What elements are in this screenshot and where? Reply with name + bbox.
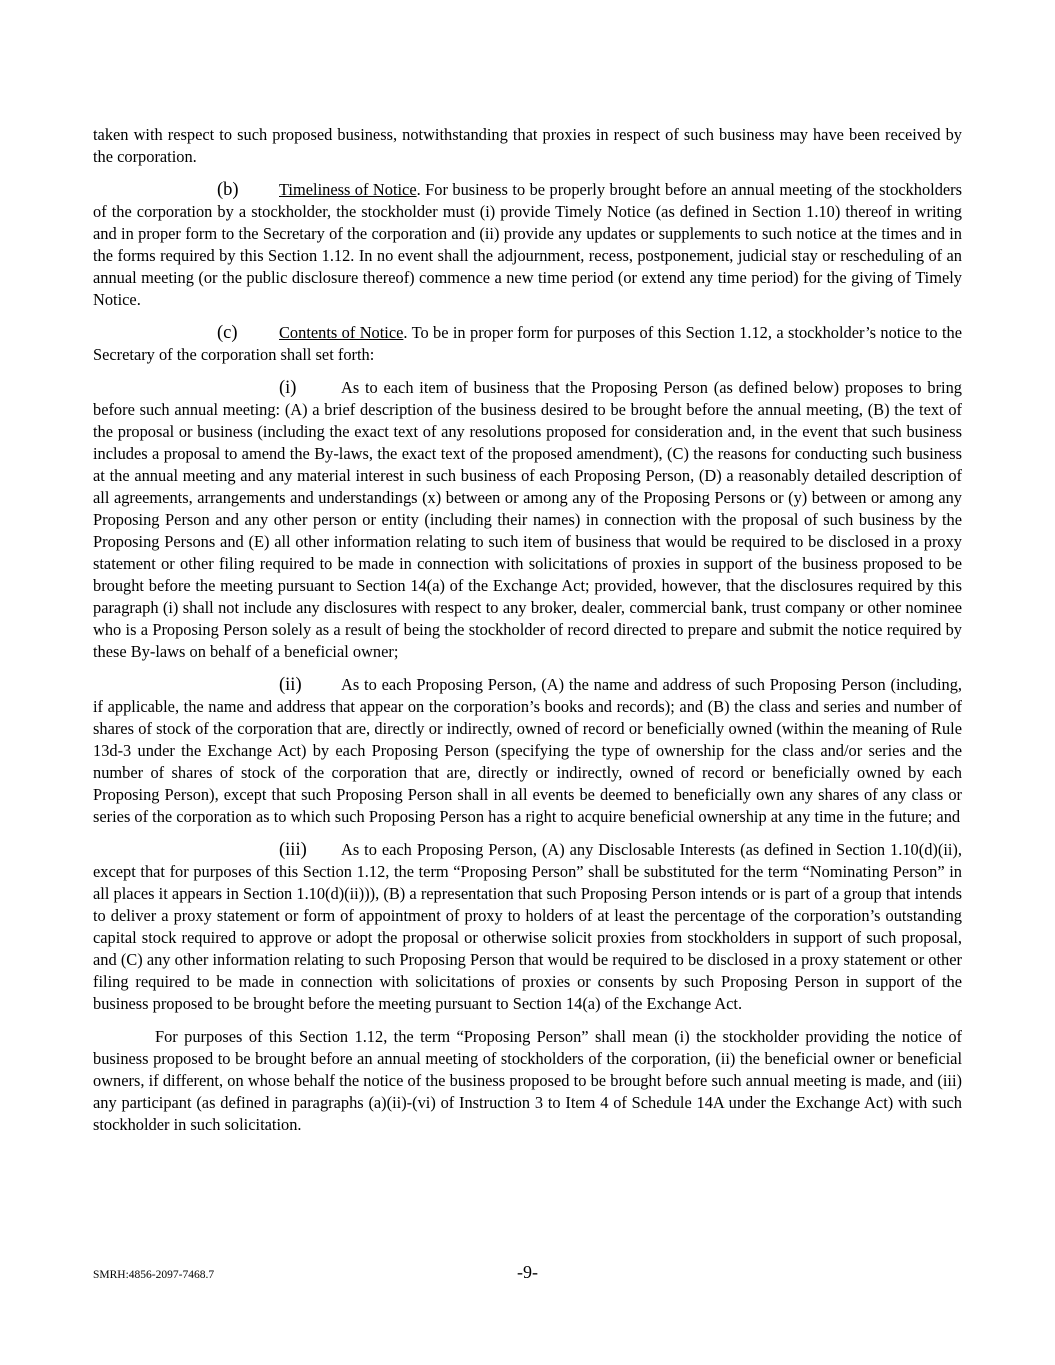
- item-ii-marker: (ii): [279, 675, 302, 695]
- footer-page-number: -9-: [517, 1262, 538, 1282]
- item-i-paragraph: [93, 377, 962, 663]
- section-c-paragraph: [93, 322, 962, 366]
- item-ii-text: As to each Proposing Person, (A) the name and address of such Proposing Person (including, if applicable, the name and address that appear on the corporation’s books and records); and (B) the class and series and number of shares of stock of the corporation that are, directly or indirectly, owned of record or beneficially owned (within the meaning of Rule 13d-3 under the Exchange Act) by each Proposing Person (specifying the type of ownership for the class and/or series and the number of shares of stock of the corporation that are, directly or indirectly, owned of record or beneficially owned by each Proposing Person), except that such Proposing Person shall in all events be deemed to beneficially own any shares of any class or series of the corporation as to which such Proposing Person has a right to acquire beneficial ownership at any time in the future; and: [93, 675, 962, 826]
- section-c-heading: Contents of Notice: [279, 323, 404, 342]
- item-iii-marker: (iii): [279, 840, 307, 860]
- footer-document-id: SMRH:4856-2097-7468.7: [93, 1269, 215, 1281]
- section-c-marker: (c): [217, 323, 238, 343]
- section-b-marker: (b): [217, 180, 239, 200]
- item-i-marker: (i): [279, 378, 297, 398]
- document-body: [93, 124, 962, 1147]
- section-b-heading: Timeliness of Notice: [279, 180, 417, 199]
- section-c-text: . To be in proper form for purposes of this Section 1.12, a stockholder’s notice to the Secretary of the corporation shall set forth:: [93, 323, 962, 364]
- section-b-text: . For business to be properly brought before an annual meeting of the stockholders of the corporation by a stockholder, the stockholder must (i) provide Timely Notice (as defined in Section 1.10) thereof in writing and in proper form to the Secretary of the corporation and (ii) provide any updates or supplements to such notice at the times and in the forms required by this Section 1.12. In no event shall the adjournment, recess, postponement, judicial stay or rescheduling of an annual meeting (or the public disclosure thereof) commence a new time period (or extend any time period) for the giving of Timely Notice.: [93, 180, 963, 309]
- item-iii-paragraph: [93, 839, 962, 1015]
- item-i-text: As to each item of business that the Proposing Person (as defined below) proposes to bring before such annual meeting: (A) a brief description of the business desired to be brought before the annual meeting, (B) the text of the proposal or business (including the exact text of any resolutions proposed for consideration and, in the event that such business includes a proposal to amend the By-laws, the exact text of the proposed amendment), (C) the reasons for conducting such business at the annual meeting and any material interest in such business of each Proposing Person, (D) a reasonably detailed description of all agreements, arrangements and understandings (x) between or among any of the Proposing Persons or (y) between or among any Proposing Person and any other person or entity (including their names) in connection with the proposal of such business by the Proposing Persons and (E) all other information relating to such item of business that would be required to be disclosed in a proxy statement or other filing required to be made in connection with solicitations of proxies in support of the business proposed to be brought before the meeting pursuant to Section 14(a) of the Exchange Act; provided, however, that the disclosures required by this paragraph (i) shall not include any disclosures with respect to any broker, dealer, commercial bank, trust company or other nominee who is a Proposing Person solely as a result of being the stockholder of record directed to prepare and submit the notice required by these By-laws on behalf of a beneficial owner;: [93, 378, 962, 661]
- closing-paragraph: For purposes of this Section 1.12, the term “Proposing Person” shall mean (i) the stockholder providing the notice of business proposed to be brought before an annual meeting of stockholders of the corporation, (ii) the beneficial owner or beneficial owners, if different, on whose behalf the notice of the business proposed to be brought before such annual meeting is made, and (iii) any participant (as defined in paragraphs (a)(ii)-(vi) of Instruction 3 to Item 4 of Schedule 14A under the Exchange Act) with such stockholder in such solicitation.: [93, 1027, 962, 1134]
- item-iii-text: As to each Proposing Person, (A) any Disclosable Interests (as defined in Section 1.10(d)(ii), except that for purposes of this Section 1.12, the term “Proposing Person” shall be substituted for the term “Nominating Person” in all places it appears in Section 1.10(d)(ii))), (B) a representation that such Proposing Person intends or is part of a group that intends to deliver a proxy statement or form of appointment of proxy to holders of at least the percentage of the corporation’s outstanding capital stock required to approve or adopt the proposal or otherwise solicit proxies from stockholders in support of such proposal, and (C) any other information relating to such Proposing Person that would be required to be disclosed in a proxy statement or other filing required to be made in connection with solicitations of proxies or consents by such Proposing Person in support of the business proposed to be brought before the meeting pursuant to Section 14(a) of the Exchange Act.: [93, 840, 962, 1013]
- intro-paragraph: taken with respect to such proposed business, notwithstanding that proxies in respect of such business may have been received by the corporation.: [93, 125, 962, 166]
- section-b-paragraph: [93, 179, 962, 311]
- item-ii-paragraph: [93, 674, 962, 828]
